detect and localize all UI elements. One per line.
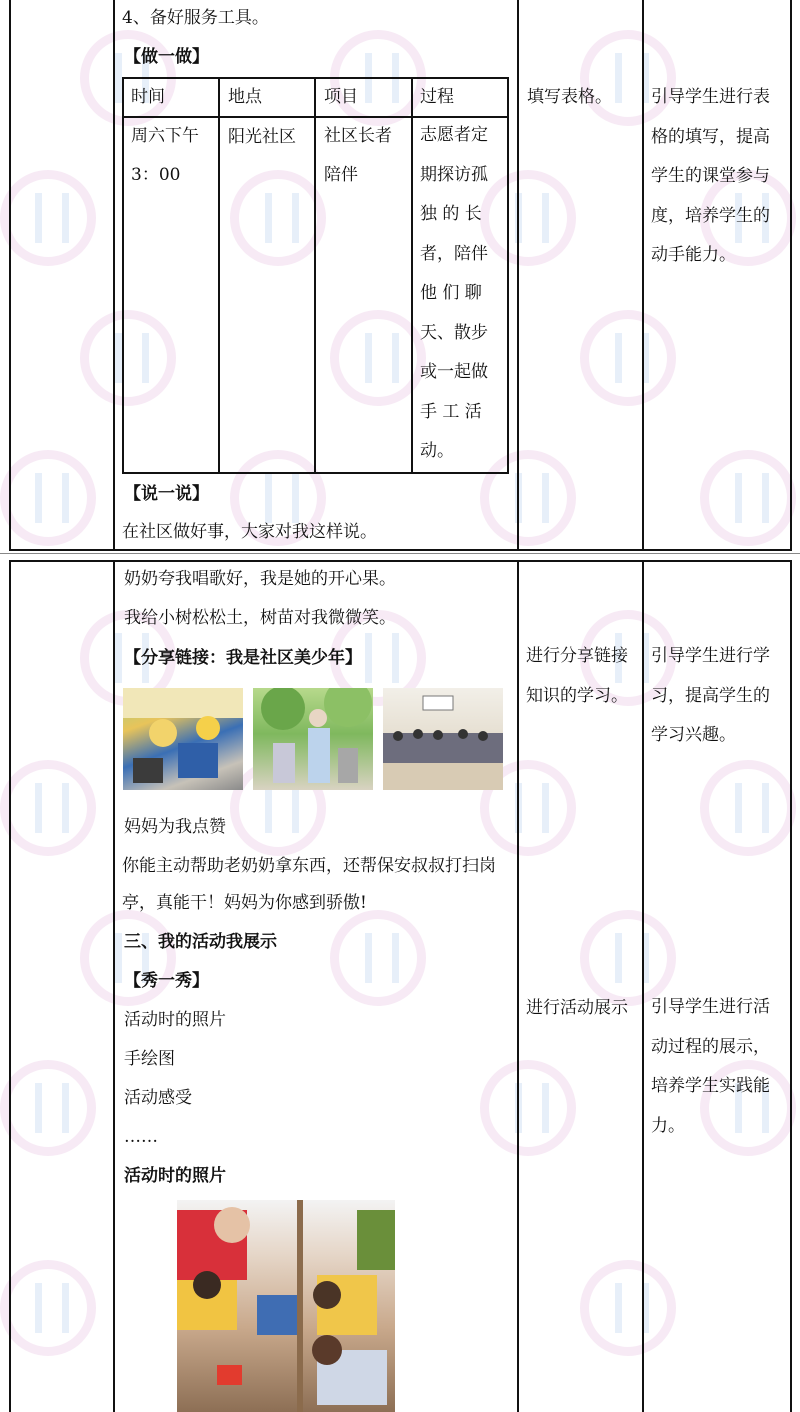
watermark-logo (580, 1260, 676, 1356)
table-border (113, 560, 115, 1412)
inner-table-border (507, 77, 509, 473)
table-border (517, 0, 519, 550)
section-3-title: 三、我的活动我展示 (124, 932, 277, 952)
item-drawing: 手绘图 (124, 1049, 175, 1069)
cell-line: 3：00 (131, 165, 181, 185)
cell-line: 引导学生进行表 (651, 87, 770, 107)
cell-line: 度，培养学生的 (651, 205, 770, 226)
watermark-logo (480, 450, 576, 546)
cell-line: 动。 (420, 441, 454, 461)
praise-line-2: 我给小树松松土，树苗对我微微笑。 (124, 608, 396, 628)
table-border (9, 0, 11, 550)
table-header-project: 项目 (324, 87, 358, 107)
watermark-logo (330, 910, 426, 1006)
table-cell-process (420, 116, 488, 472)
table-border (517, 560, 519, 1412)
xiu-heading: 【秀一秀】 (124, 971, 209, 991)
table-border (642, 560, 644, 1412)
col3-show: 进行活动展示 (526, 998, 628, 1018)
cell-line: 独 的 长 (420, 204, 482, 224)
shuo-text: 在社区做好事，大家对我这样说。 (122, 522, 377, 542)
cell-line: 天、散步 (420, 322, 488, 343)
photo-community-2 (253, 688, 373, 790)
cell-line: 他 们 聊 (420, 283, 482, 303)
watermark-logo (80, 910, 176, 1006)
watermark-logo (580, 310, 676, 406)
table-header-place: 地点 (228, 87, 262, 107)
table-cell-place: 阳光社区 (228, 127, 296, 147)
cell-line: 引导学生进行学 (651, 646, 770, 666)
inner-table-border (411, 77, 413, 473)
col4-share (651, 637, 770, 756)
cell-line: 动过程的展示， (651, 1036, 770, 1057)
cell-line: 习，提高学生的 (651, 685, 770, 706)
mom-text-2: 亭，真能干！妈妈为你感到骄傲! (122, 893, 367, 913)
cell-line: 培养学生实践能 (651, 1076, 770, 1096)
praise-line-1: 奶奶夸我唱歌好，我是她的开心果。 (124, 569, 396, 589)
col4-intent (651, 78, 770, 276)
watermark-logo (0, 170, 96, 266)
item-photos: 活动时的照片 (124, 1010, 226, 1030)
watermark-logo (700, 450, 796, 546)
col4-show (651, 988, 770, 1146)
col3-activity: 填写表格。 (527, 87, 612, 107)
photo-community-1 (123, 688, 243, 790)
table-cell-time (131, 117, 199, 195)
inner-table-border (218, 77, 220, 473)
cell-line: 动手能力。 (651, 245, 736, 265)
cell-line: 知识的学习。 (526, 685, 628, 706)
cell-line: 者，陪伴 (420, 243, 488, 264)
cell-line: 进行分享链接 (526, 646, 628, 666)
cell-line: 期探访孤 (420, 164, 488, 185)
cell-line: 引导学生进行活 (651, 997, 770, 1017)
cell-line: 格的填写，提高 (651, 126, 770, 147)
table-header-time: 时间 (131, 87, 165, 107)
mom-title: 妈妈为我点赞 (124, 817, 226, 837)
inner-table-border (122, 77, 124, 473)
cell-line: 力。 (651, 1115, 685, 1136)
cell-line: 志愿者定 (420, 125, 488, 145)
cell-line: 或一起做 (420, 362, 488, 382)
inner-table-border (122, 472, 509, 474)
watermark-logo (480, 1060, 576, 1156)
cell-line: 手 工 活 (420, 401, 482, 422)
table-header-process: 过程 (420, 87, 454, 107)
shuo-heading: 【说一说】 (124, 484, 209, 504)
item-feeling: 活动感受 (124, 1088, 192, 1108)
inner-table-border (314, 77, 316, 473)
photo-heading: 活动时的照片 (124, 1166, 226, 1186)
zuo-heading: 【做一做】 (124, 47, 209, 67)
watermark-logo (0, 760, 96, 856)
cell-line: 周六下午 (131, 126, 199, 146)
table-border (113, 0, 115, 550)
mom-text-1: 你能主动帮助老奶奶拿东西，还帮保安叔叔打扫岗 (122, 856, 496, 876)
watermark-logo (700, 760, 796, 856)
watermark-logo (230, 170, 326, 266)
table-border (790, 560, 792, 1412)
watermark-logo (480, 170, 576, 266)
watermark-logo (0, 1260, 96, 1356)
table-border (9, 560, 11, 1412)
photo-tree-planting (177, 1200, 395, 1412)
col3-share (526, 637, 628, 716)
table-border (9, 560, 792, 562)
table-cell-project (324, 117, 392, 195)
cell-line: 学生的课堂参与 (651, 166, 770, 186)
inner-table-border (122, 77, 509, 79)
step-4-text: 4、备好服务工具。 (122, 8, 269, 28)
watermark-logo (0, 1060, 96, 1156)
cell-line: 陪伴 (324, 165, 358, 185)
photo-community-3 (383, 688, 503, 790)
table-border (642, 0, 644, 550)
item-ellipsis: …… (124, 1127, 158, 1147)
cell-line: 社区长者 (324, 126, 392, 146)
share-heading: 【分享链接：我是社区美少年】 (124, 648, 362, 668)
cell-line: 学习兴趣。 (651, 725, 736, 745)
page-break (0, 553, 800, 554)
table-border (790, 0, 792, 550)
table-border (9, 549, 792, 551)
watermark-logo (80, 310, 176, 406)
watermark-logo (0, 450, 96, 546)
